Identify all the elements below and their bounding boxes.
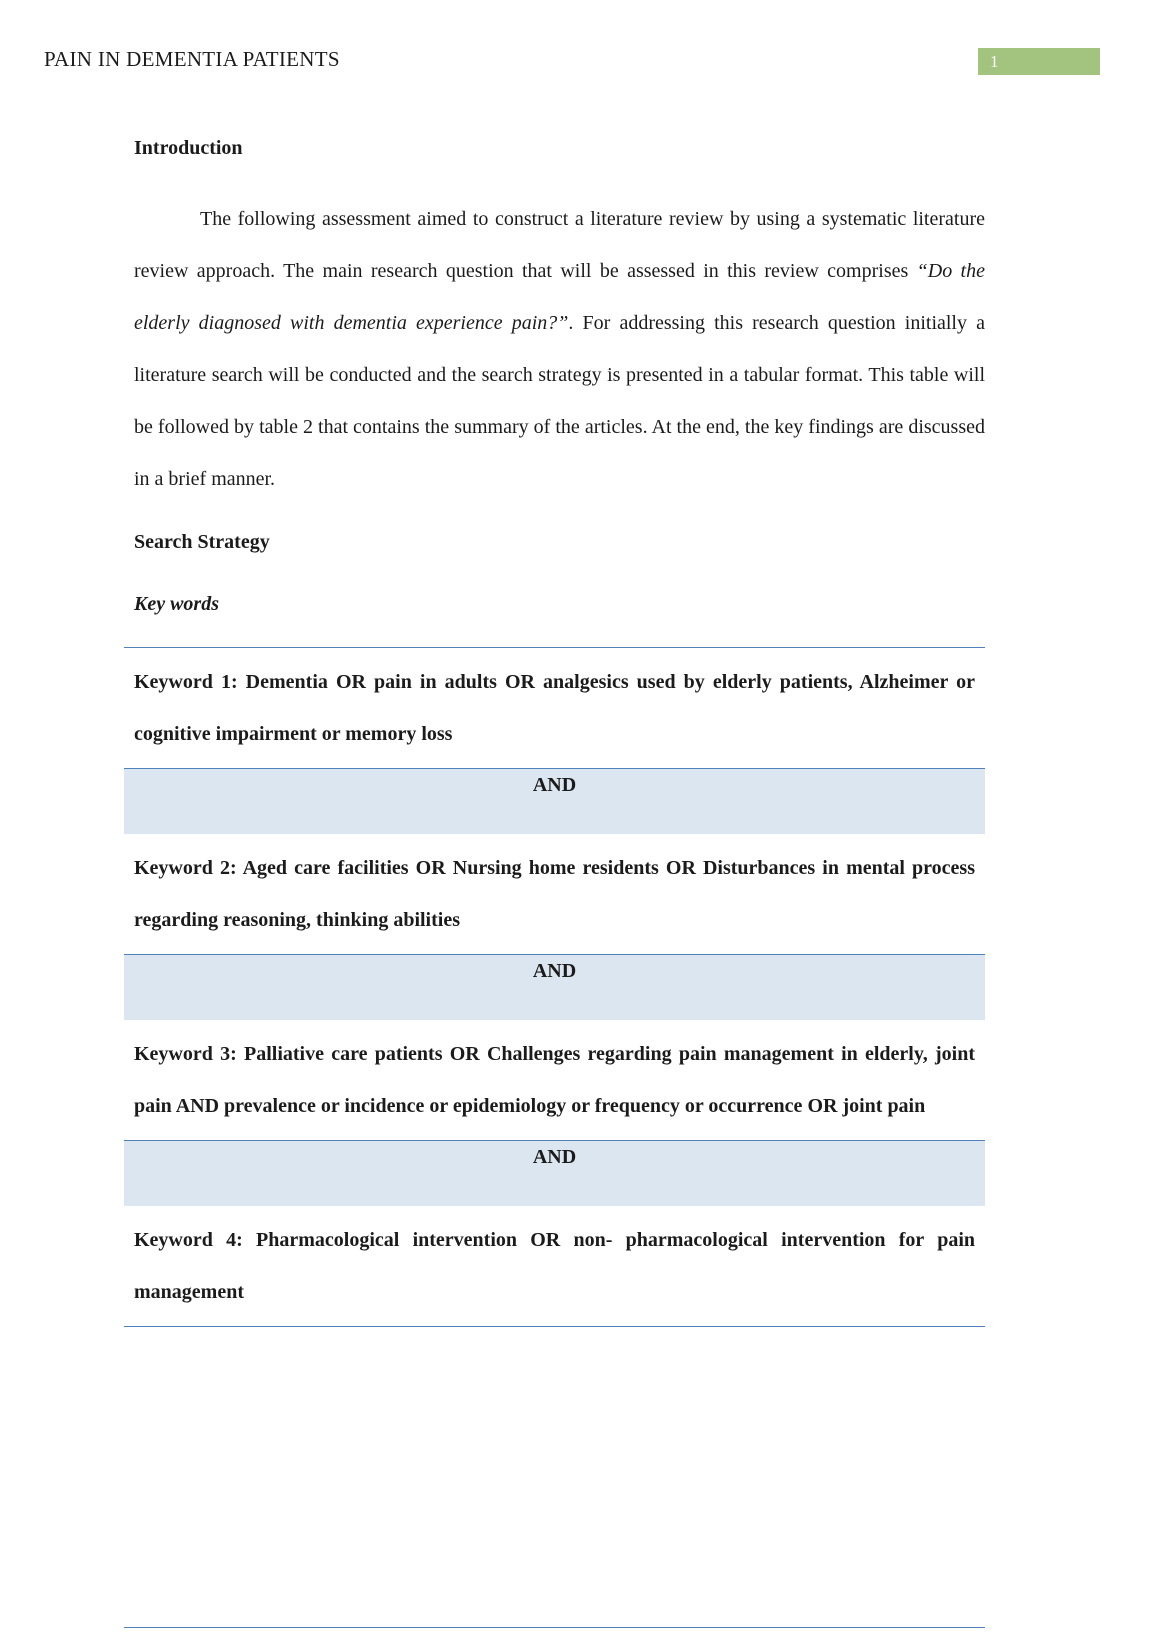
table-row-keyword-1: Keyword 1: Dementia OR pain in adults OR analgesics used by elderly patients, Alzheimer or cognitive impairment or memory loss bbox=[134, 671, 975, 745]
table-row-keyword-3: Keyword 3: Palliative care patients OR Challenges regarding pain management in elderly, joint pain AND prevalence or incidence or epidemiology or frequency or occurrence OR joint pain bbox=[134, 1043, 975, 1117]
research-question-quote: “Do the elderly diagnosed with dementia experience pain?” bbox=[134, 260, 985, 334]
intro-paragraph-text: The following assessment aimed to construct a literature review by using a systematic literature review approach. The main research question that will be assessed in this review comprises bbox=[134, 208, 985, 282]
table-row-keyword-4: Keyword 4: Pharmacological intervention OR non- pharmacological intervention for pain management bbox=[134, 1229, 975, 1303]
introduction-heading: Introduction bbox=[134, 137, 243, 159]
table-row-and-separator-2: AND bbox=[124, 954, 985, 1020]
page-number-badge bbox=[978, 48, 1100, 75]
running-head: PAIN IN DEMENTIA PATIENTS bbox=[44, 47, 340, 71]
keywords-heading: Key words bbox=[134, 593, 219, 615]
intro-paragraph bbox=[134, 193, 985, 505]
search-strategy-table bbox=[124, 647, 985, 1327]
document-body bbox=[134, 135, 985, 1327]
page-number: 1 bbox=[990, 52, 999, 71]
table-row-and-separator-1: AND bbox=[124, 768, 985, 834]
table-row-keyword-2: Keyword 2: Aged care facilities OR Nursing home residents OR Disturbances in mental process regarding reasoning, thinking abilities bbox=[134, 857, 975, 931]
page-header bbox=[0, 0, 1158, 75]
table-continuation-border bbox=[124, 1627, 985, 1628]
search-strategy-heading: Search Strategy bbox=[134, 531, 270, 553]
table-row-and-separator-3: AND bbox=[124, 1140, 985, 1206]
intro-paragraph-continuation: . For addressing this research question initially a literature search will be conducted and the search strategy is presented in a tabular format. This table will be followed by table 2 that contains the summary of the articles. At the end, the key findings are discussed in a brief manner. bbox=[134, 312, 985, 490]
